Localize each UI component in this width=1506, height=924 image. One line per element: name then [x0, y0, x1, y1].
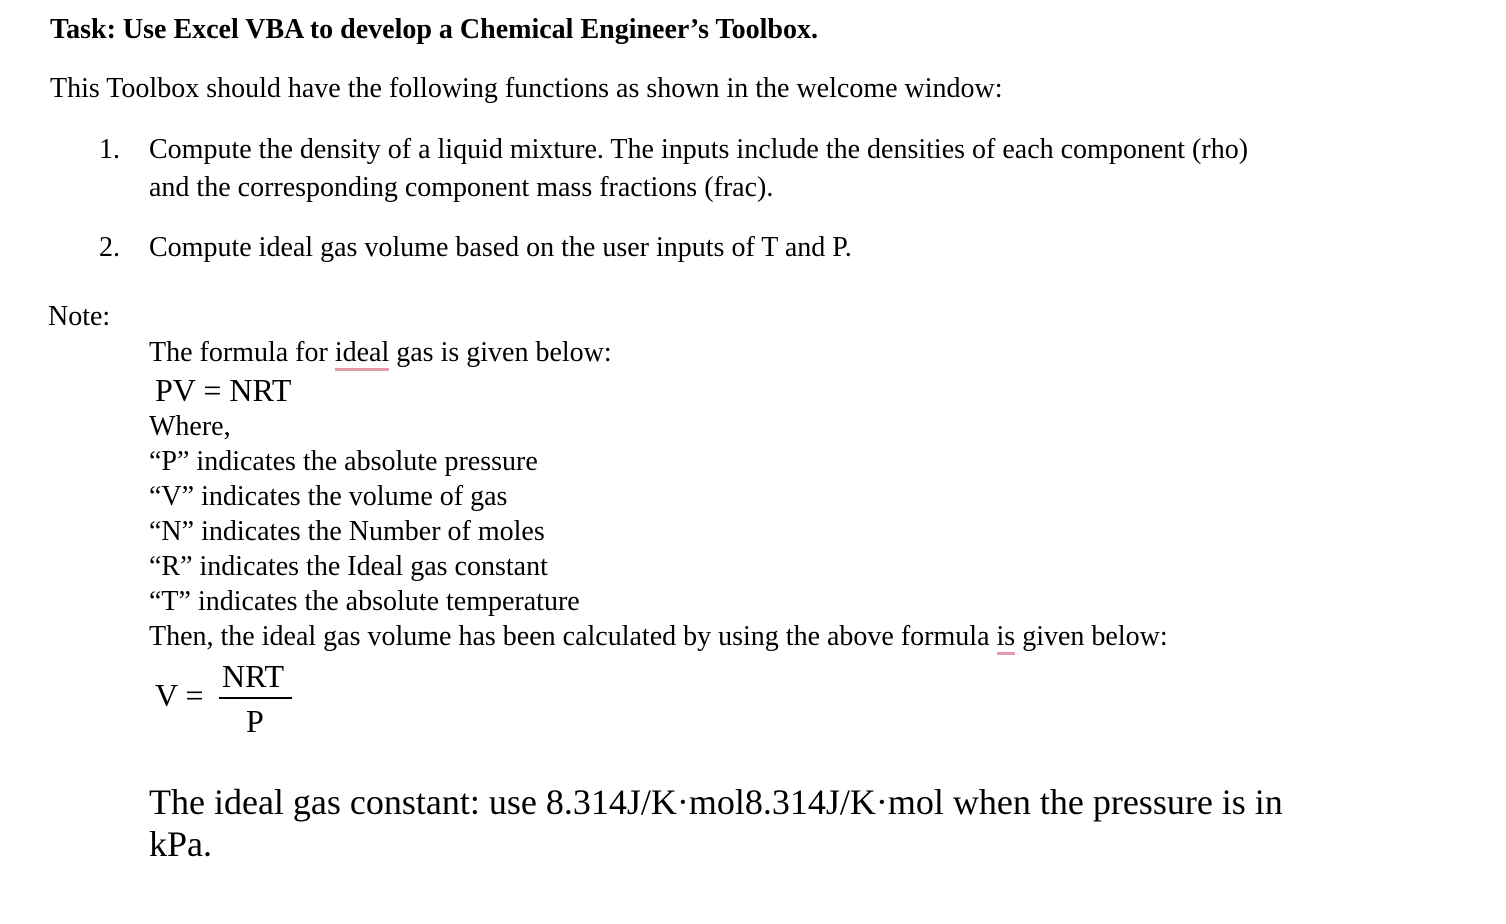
then-line-before: Then, the ideal gas volume has been calculated by using the above formula — [149, 621, 997, 652]
then-line — [149, 623, 1168, 651]
ideal-gas-equation: PV = NRT — [155, 372, 292, 408]
where-label: Where, — [149, 411, 231, 442]
formula-intro — [149, 339, 612, 367]
volume-equation-lhs: V = — [155, 677, 204, 713]
gas-constant-line: The ideal gas constant: use 8.314J/K·mol8.314J/K·mol when the pressure is in — [149, 782, 1283, 822]
list-item-text: Compute ideal gas volume based on the user inputs of T and P. — [149, 232, 852, 263]
formula-intro-after: gas is given below: — [389, 337, 612, 368]
definition-line: “R” indicates the Ideal gas constant — [149, 551, 548, 582]
volume-equation-denominator: P — [246, 703, 264, 739]
spellcheck-marked-word: is — [997, 621, 1016, 655]
note-label: Note: — [48, 301, 111, 332]
list-item-number: 1. — [99, 134, 120, 165]
definition-line: “P” indicates the absolute pressure — [149, 446, 538, 477]
list-item-text: Compute the density of a liquid mixture. The inputs include the densities of each component (rho) — [149, 134, 1249, 165]
spellcheck-marked-word: ideal — [335, 337, 389, 371]
intro-paragraph: This Toolbox should have the following functions as shown in the welcome window: — [50, 73, 1003, 104]
definition-line: “V” indicates the volume of gas — [149, 481, 508, 512]
definition-line: “N” indicates the Number of moles — [149, 516, 545, 547]
formula-intro-before: The formula for — [149, 337, 335, 368]
volume-equation-numerator: NRT — [222, 658, 285, 694]
task-title: Task: Use Excel VBA to develop a Chemical Engineer’s Toolbox. — [50, 14, 818, 45]
fraction-bar — [219, 697, 292, 699]
definition-line: “T” indicates the absolute temperature — [149, 586, 580, 617]
list-item-text-continued: and the corresponding component mass fractions (frac). — [149, 172, 774, 203]
list-item-number: 2. — [99, 232, 120, 263]
gas-constant-line-continued: kPa. — [149, 824, 212, 864]
then-line-after: given below: — [1015, 621, 1168, 652]
